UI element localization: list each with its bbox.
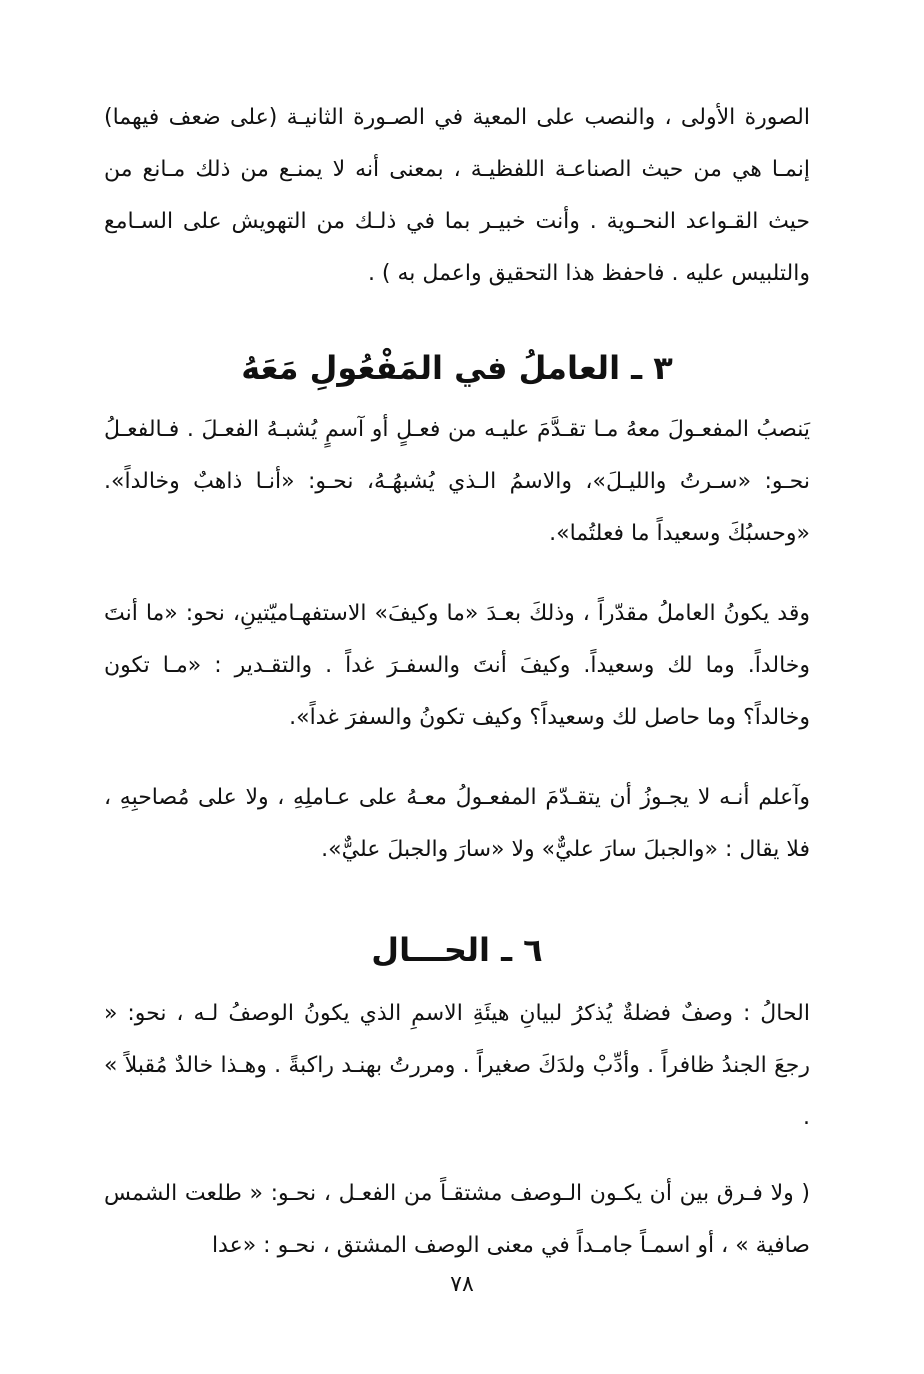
- section-heading-hal: ٦ ـ الحـــال: [371, 931, 543, 969]
- hal-paragraph-2: ( ولا فـرق بين أن يكـون الـوصف مشتقـاً من الفعـل ، نحـو: « طلعت الشمس صافية » ، أو اسمـاً جامـداً في معنى الوصف المشتق ، نحـو : «عدا: [104, 1181, 810, 1258]
- section-heading-maful-maahu: ٣ ـ العاملُ في المَفْعُولِ مَعَهُ: [241, 349, 673, 387]
- page-body: [104, 92, 810, 1272]
- hal-paragraph-1: الحالُ : وصفٌ فضلةٌ يُذكرُ لبيانِ هيئَةِ الاسمِ الذي يكونُ الوصفُ لـه ، نحو: « رجعَ الجندُ ظافراً . وأدِّبْ ولدَكَ صغيراً . ومررتُ بهنـد راكبةً . وهـذا خالدٌ مُقبلاً » .: [104, 1001, 810, 1130]
- spacer: [104, 744, 810, 772]
- spacer: [104, 560, 810, 588]
- maful-paragraph-3: وآعلم أنـه لا يجـوزُ أن يتقـدّمَ المفعـولُ معـهُ على عـاملِهِ ، ولا على مُصاحبِهِ ، فلا يقال : «والجبلَ سارَ عليٌّ» ولا «سارَ والجبلَ عليٌّ».: [104, 785, 810, 862]
- maful-paragraph-1: يَنصبُ المفعـولَ معهُ مـا تقـدَّمَ عليـه من فعـلٍ أو آسمٍ يُشبـهُ الفعـلَ . فـالفعـلُ نحـو: «سـرتُ والليـلَ»، والاسمُ الـذي يُشبهُـهُ، نحـو: «أنـا ذاهبٌ وخالداً». «وحسبُكَ وسعيداً ما فعلتُما».: [104, 417, 810, 546]
- intro-paragraph: الصورة الأولى ، والنصب على المعية في الصـورة الثانيـة (على ضعف فيهما) إنمـا هي من حيث الصناعـة اللفظيـة ، بمعنى أنه لا يمنـع من ذلك مـانع من حيث القـواعد النحـوية . وأنت خبيـر بما في ذلـك من التهويش على السـامع والتلبيس عليه . فاحفظ هذا التحقيق واعمل به ) .: [104, 105, 810, 286]
- spacer: [104, 1144, 810, 1168]
- page-number: ٧٨: [450, 1272, 474, 1297]
- maful-paragraph-2: وقد يكونُ العاملُ مقدّراً ، وذلكَ بعـدَ «ما وكيفَ» الاستفهـاميّتينِ، نحو: «ما أنتَ وخالداً. وما لك وسعيداً. وكيفَ أنتَ والسفـرَ غداً . والتقـدير : «مـا تكون وخالداً؟ وما حاصل لك وسعيداً؟ وكيف تكونُ والسفرَ غداً».: [104, 601, 810, 730]
